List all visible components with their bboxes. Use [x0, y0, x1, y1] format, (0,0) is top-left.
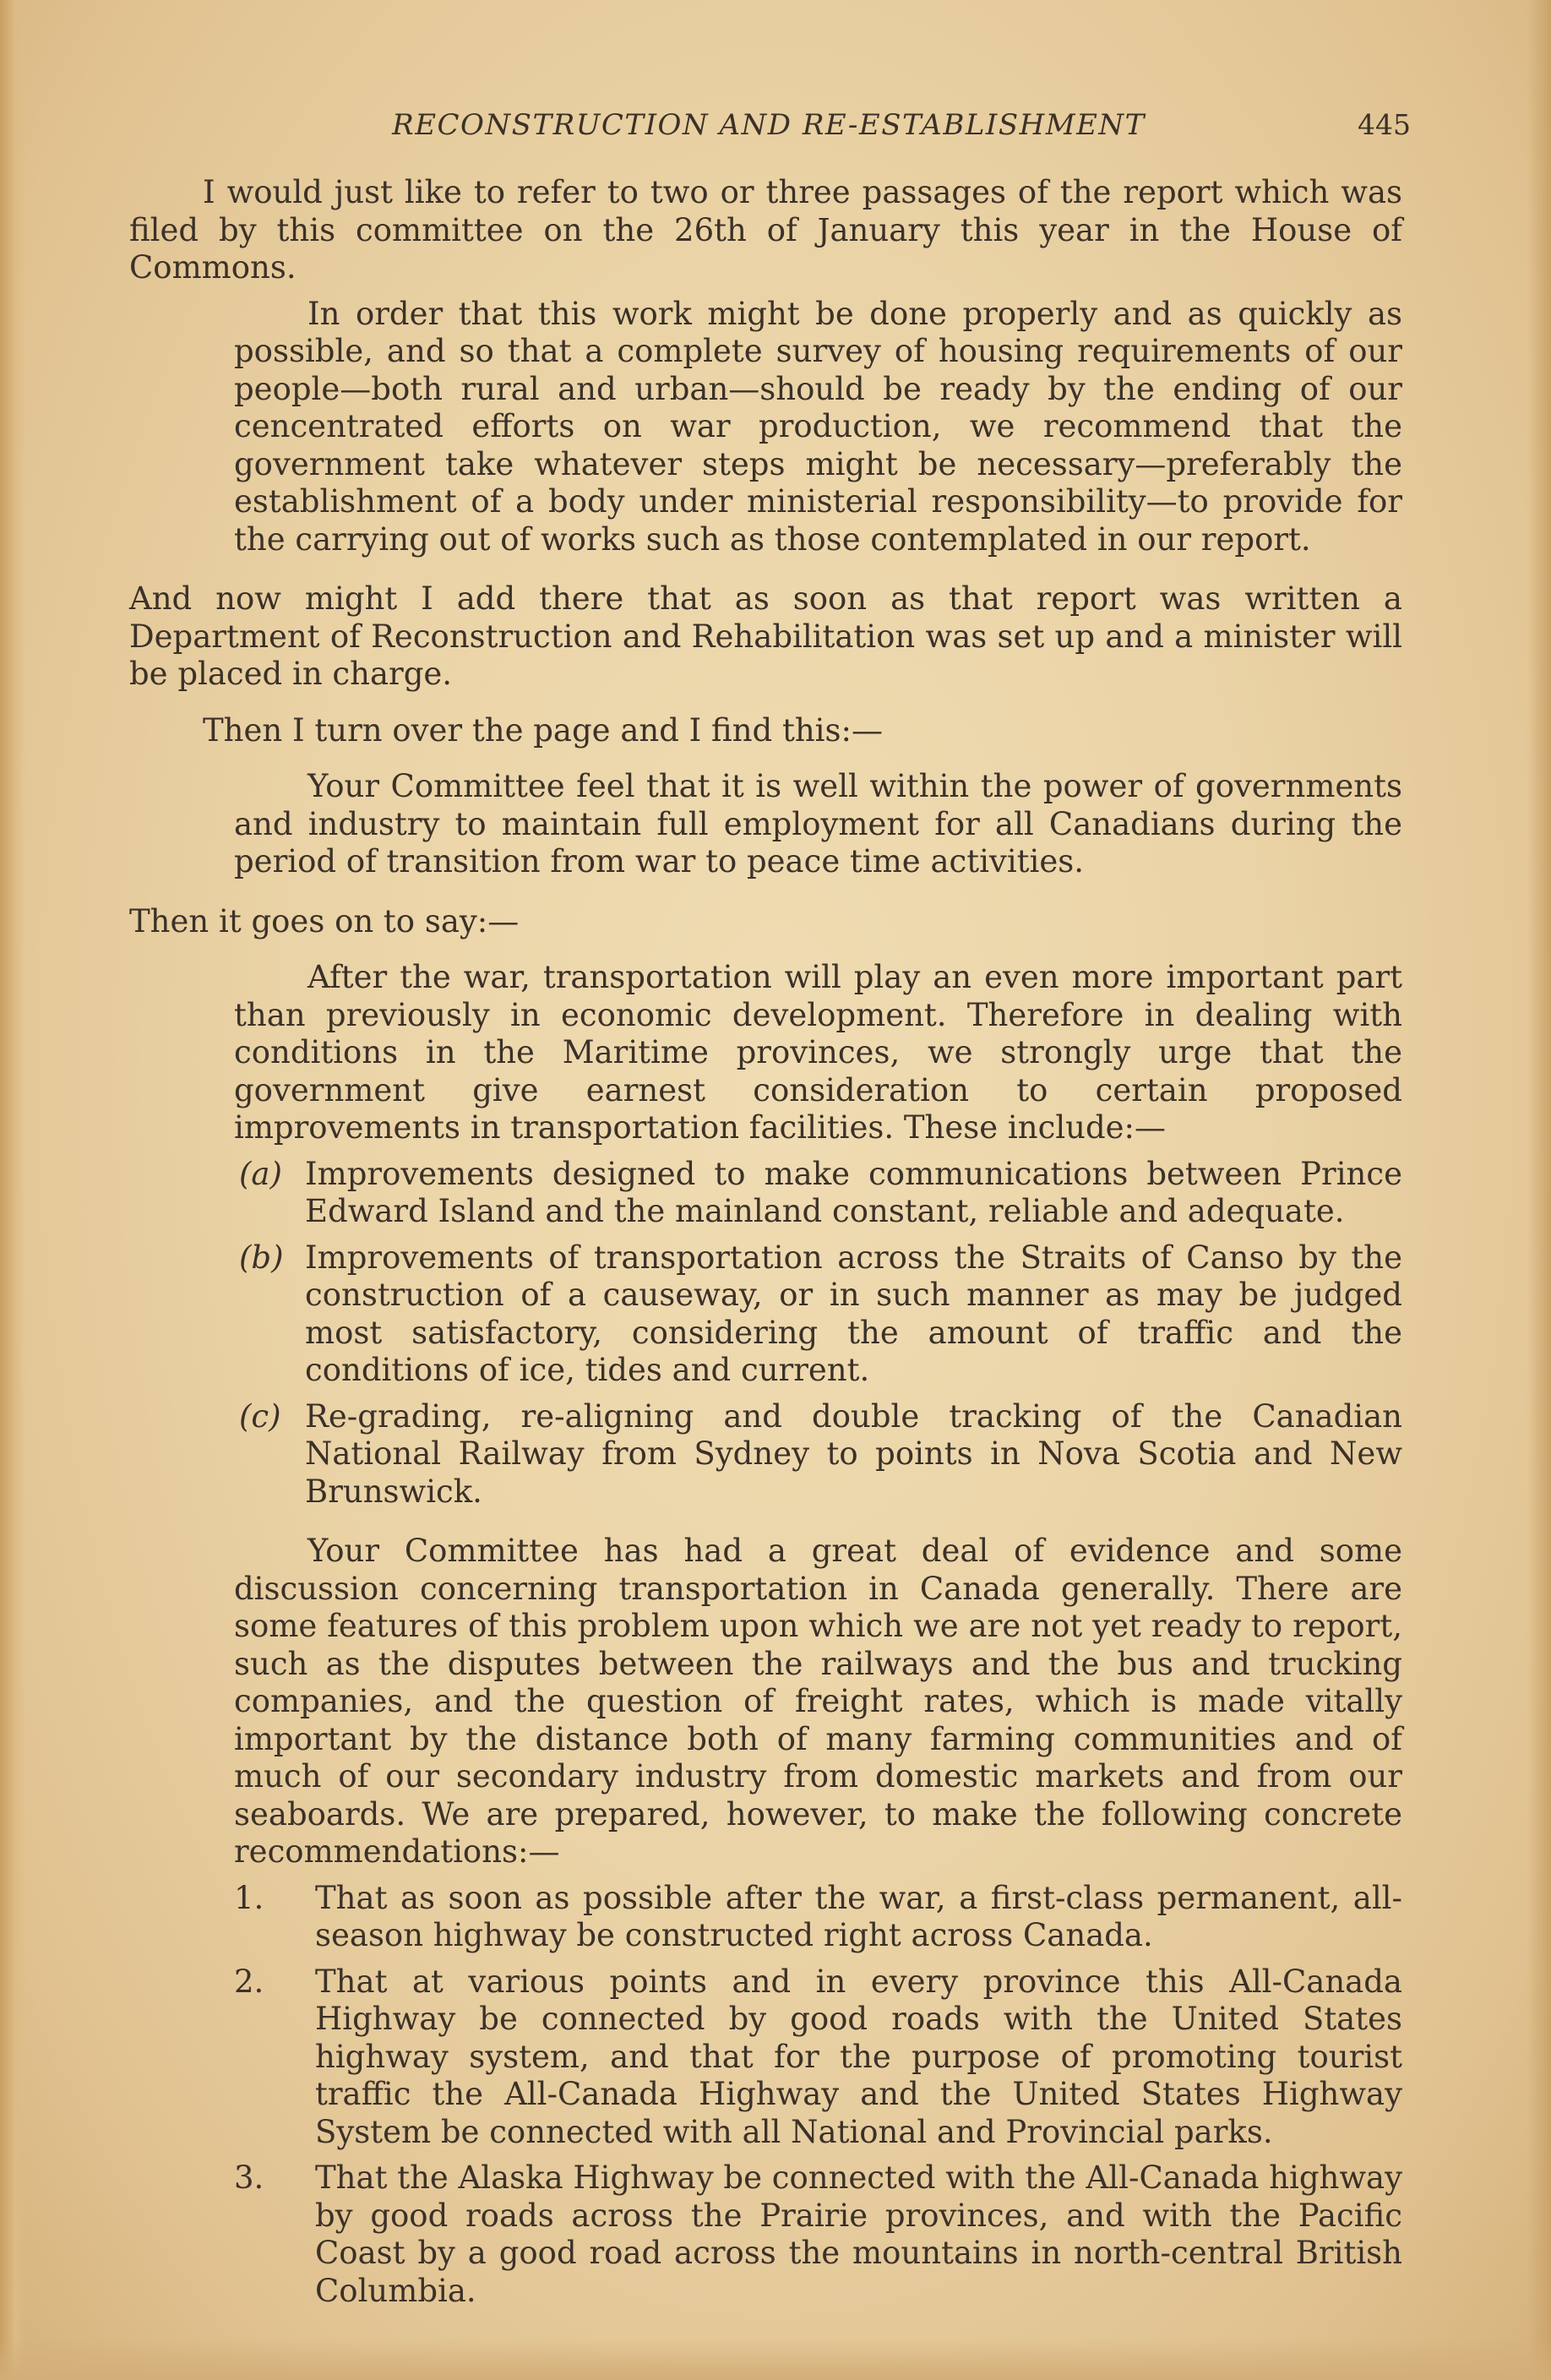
list-item-text: That as soon as possible after the war, a first-class permanent, all-season highway be constructed right across Canada.	[315, 1879, 1402, 1953]
list-item	[234, 1398, 1402, 1511]
list-item-marker: (c)	[239, 1397, 281, 1435]
list-item-marker: 3.	[234, 2159, 264, 2196]
page-edge-shadow-bottom	[0, 2338, 1551, 2380]
quoted-paragraph-employment: Your Committee feel that it is well within the power of governments and industry to maintain full employment for all Canadians during the period of transition from war to peace time activities.	[234, 768, 1402, 880]
list-item	[234, 1880, 1402, 1955]
page-edge-shadow-left	[0, 0, 25, 2380]
numbered-list	[129, 1880, 1402, 2311]
page-number: 445	[1358, 108, 1411, 141]
paragraph-intro: I would just like to refer to two or three passages of the report which was filed by this committee on the 26th of January this year in the House of Commons.	[129, 174, 1402, 286]
list-item	[234, 1963, 1402, 2152]
paragraph-goes-on: Then it goes on to say:—	[129, 902, 520, 939]
list-item-marker: (a)	[239, 1155, 282, 1192]
quoted-paragraph-recommendations: Your Committee has had a great deal of evidence and some discussion concerning transportation in Canada generally. There are some features of this problem upon which we are not yet ready to report, such as the disputes between the railways and the bus and trucking companies, and the question of freight rates, which is made vitally important by the distance both of many farming communities and of much of our secondary industry from domestic markets and from our seaboards. We are prepared, however, to make the following concrete recommendations:—	[234, 1533, 1402, 1870]
paragraph-department: And now might I add there that as soon as that report was written a Department of Reconstruction and Rehabilitation was set up and a minister will be placed in charge.	[129, 580, 1402, 692]
quoted-paragraph-housing: In order that this work might be done properly and as quickly as possible, and so that a complete survey of housing requirements of our people—both rural and urban—should be ready by the ending of our cencentrated efforts on war production, we recommend that the government take whatever steps might be necessary—preferably the establishment of a body under ministerial responsibility—to provide for the carrying out of works such as those contemplated in our report.	[234, 295, 1402, 558]
page-body	[129, 174, 1402, 2310]
paragraph-turn-page: Then I turn over the page and I find this:—	[203, 711, 883, 749]
lettered-list	[129, 1156, 1402, 1511]
list-item-text: Improvements of transportation across the Straits of Canso by the construction of a causeway, or in such manner as may be judged most satisfactory, considering the amount of traffic and the conditions of ice, tides and current.	[305, 1239, 1402, 1388]
list-item-text: Improvements designed to make communications between Prince Edward Island and the mainland constant, reliable and adequate.	[305, 1155, 1402, 1229]
list-item-marker: 2.	[234, 1963, 264, 2000]
list-item-text: That the Alaska Highway be connected with the All-Canada highway by good roads across the Prairie provinces, and with the Pacific Coast by a good road across the mountains in north-central British Columbia.	[315, 2159, 1403, 2309]
list-item-text: That at various points and in every province this All-Canada Highway be connected by good roads with the United States highway system, and that for the purpose of promoting tourist traffic the All-Canada Highway and the United States Highway System be connected with all National and Provincial parks.	[315, 1963, 1402, 2150]
list-item	[234, 2159, 1402, 2310]
list-item	[234, 1156, 1402, 1231]
page-edge-shadow-right	[1527, 0, 1551, 2380]
page-header	[127, 108, 1411, 145]
quoted-paragraph-transportation: After the war, transportation will play an even more important part than previously in economic development. Therefore in dealing with conditions in the Maritime provinces, we strongly urge that the government give earnest consideration to certain proposed improvements in transportation facilities. These include:—	[234, 959, 1402, 1146]
list-item-marker: 1.	[234, 1879, 264, 1916]
list-item-marker: (b)	[239, 1239, 284, 1276]
running-head: RECONSTRUCTION AND RE-ESTABLISHMENT	[392, 108, 1146, 142]
list-item	[234, 1239, 1402, 1390]
list-item-text: Re-grading, re-aligning and double tracking of the Canadian National Railway from Sydney to points in Nova Scotia and New Brunswick.	[305, 1397, 1402, 1510]
